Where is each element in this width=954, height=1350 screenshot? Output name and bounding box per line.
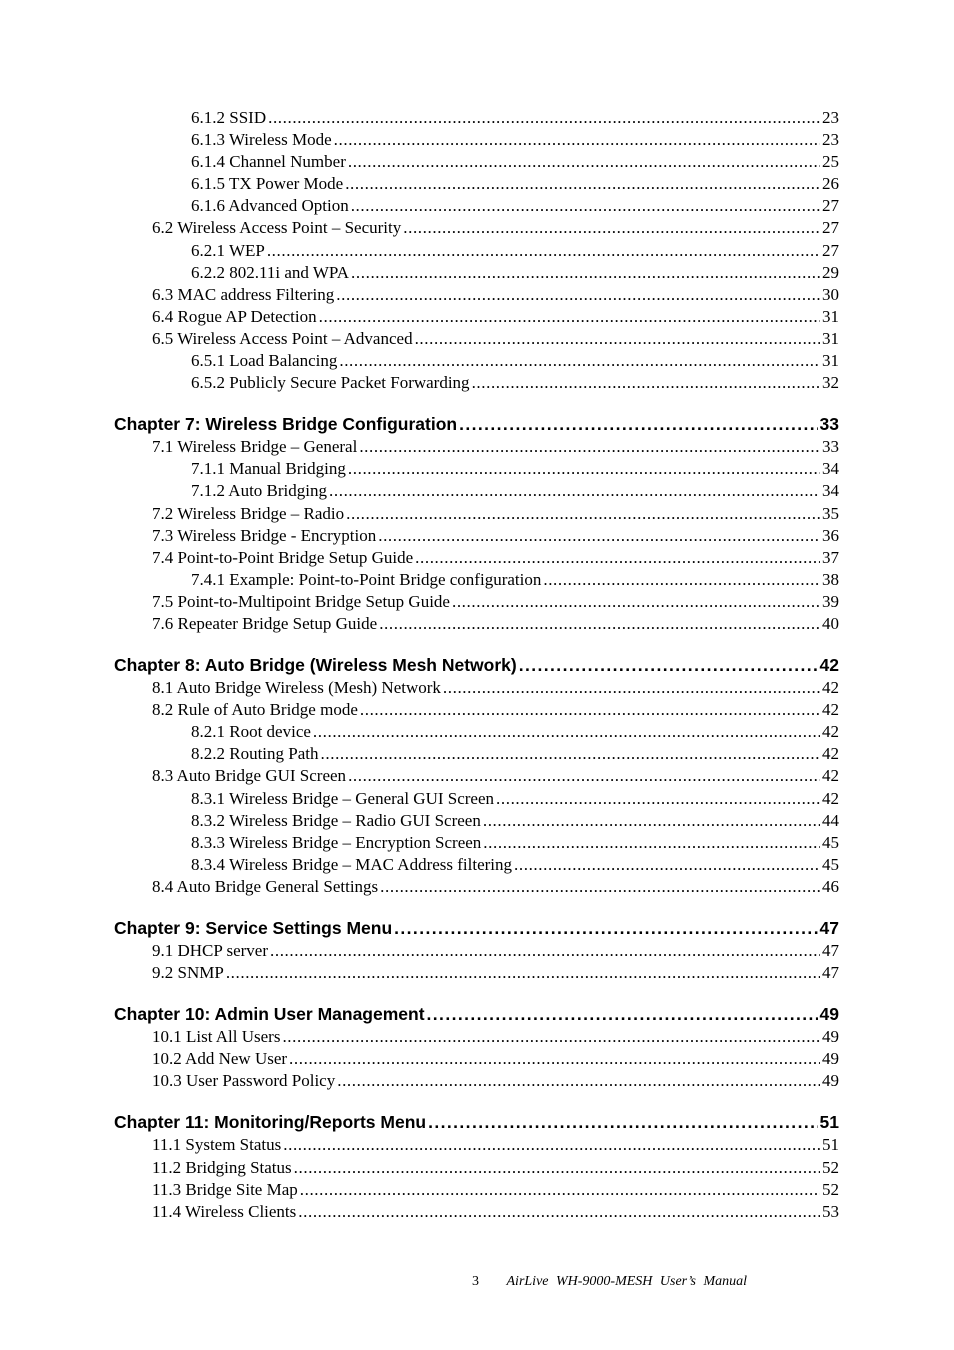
toc-dot-leader	[394, 916, 817, 940]
toc-entry-page-number: 30	[822, 284, 839, 304]
toc-dot-leader	[496, 788, 820, 810]
toc-entry-page-number: 23	[822, 108, 839, 127]
toc-entry-page-number: 46	[822, 876, 839, 896]
toc-entry[interactable]	[152, 328, 839, 350]
toc-entry-title: 8.3 Auto Bridge GUI Screen	[152, 766, 347, 786]
toc-entry-page-number: 38	[822, 569, 839, 589]
toc-dot-leader	[226, 962, 820, 984]
toc-entry-page-number: 45	[822, 854, 839, 874]
toc-entry[interactable]	[152, 1026, 839, 1048]
toc-chapter-entry[interactable]	[114, 1110, 839, 1134]
toc-entry-title: 6.2.1 WEP	[191, 240, 265, 260]
toc-dot-leader	[346, 503, 820, 525]
toc-entry-title: Chapter 8: Auto Bridge (Wireless Mesh Network)	[114, 655, 517, 676]
toc-entry[interactable]	[152, 591, 839, 613]
toc-entry[interactable]	[152, 677, 839, 699]
toc-entry-title: Chapter 10: Admin User Management	[114, 1004, 425, 1025]
toc-dot-leader	[483, 832, 820, 854]
toc-entry-page-number: 52	[822, 1157, 839, 1177]
toc-dot-leader	[483, 810, 820, 832]
toc-dot-leader	[345, 173, 820, 195]
toc-entry-page-number: 51	[819, 1112, 839, 1133]
toc-entry-title: 9.1 DHCP server	[152, 941, 268, 960]
toc-entry-title: 6.5.2 Publicly Secure Packet Forwarding	[191, 373, 470, 393]
toc-entry-page-number: 34	[822, 481, 839, 501]
toc-entry-page-number: 33	[822, 437, 839, 457]
toc-dot-leader	[283, 1134, 820, 1156]
toc-dot-leader	[348, 458, 820, 480]
toc-dot-leader	[428, 1110, 817, 1134]
toc-entry[interactable]	[191, 262, 839, 284]
toc-entry[interactable]	[152, 1201, 839, 1223]
toc-entry-title: 8.3.3 Wireless Bridge – Encryption Screen	[191, 832, 482, 852]
toc-entry-title: 6.1.3 Wireless Mode	[191, 130, 332, 150]
toc-dot-leader	[514, 854, 820, 876]
toc-entry[interactable]	[152, 1157, 839, 1179]
toc-entry-title: 11.4 Wireless Clients	[152, 1201, 297, 1221]
toc-entry-title: 7.4.1 Example: Point-to-Point Bridge configuration	[191, 569, 542, 589]
toc-dot-leader	[319, 306, 820, 328]
toc-entry-title: 11.1 System Status	[152, 1135, 282, 1155]
toc-entry-page-number: 44	[822, 810, 839, 830]
toc-entry-page-number: 35	[822, 503, 839, 523]
toc-entry[interactable]	[152, 940, 839, 962]
toc-entry-title: Chapter 7: Wireless Bridge Configuration	[114, 414, 458, 435]
toc-entry[interactable]	[152, 503, 839, 525]
toc-entry-title: 8.3.4 Wireless Bridge – MAC Address filtering	[191, 854, 513, 874]
toc-entry-page-number: 49	[822, 1071, 839, 1091]
toc-entry-page-number: 37	[822, 547, 839, 567]
toc-dot-leader	[452, 591, 820, 613]
toc-entry-page-number: 45	[822, 832, 839, 852]
toc-entry-page-number: 42	[822, 722, 839, 742]
toc-dot-leader	[300, 1179, 820, 1201]
toc-entry-page-number: 27	[822, 218, 839, 238]
toc-dot-leader	[378, 525, 820, 547]
toc-dot-leader	[415, 328, 820, 350]
toc-entry[interactable]	[152, 1070, 839, 1092]
page-footer	[472, 1274, 747, 1290]
toc-entry-page-number: 25	[822, 152, 839, 172]
toc-entry-title: Chapter 11: Monitoring/Reports Menu	[114, 1112, 427, 1133]
toc-entry-title: 10.1 List All Users	[152, 1027, 281, 1047]
toc-dot-leader	[321, 743, 820, 765]
toc-entry-title: 6.2.2 802.11i and WPA	[191, 262, 350, 282]
toc-entry-page-number: 32	[822, 373, 839, 393]
toc-entry-page-number: 49	[822, 1027, 839, 1047]
toc-entry[interactable]	[152, 876, 839, 898]
toc-entry[interactable]	[191, 832, 839, 854]
toc-entry-title: 8.3.1 Wireless Bridge – General GUI Screen	[191, 788, 495, 808]
toc-dot-leader	[351, 195, 820, 217]
toc-entry-page-number: 42	[822, 678, 839, 698]
toc-entry-title: 11.3 Bridge Site Map	[152, 1179, 298, 1199]
toc-entry[interactable]	[191, 480, 839, 502]
toc-dot-leader	[334, 129, 820, 151]
toc-entry[interactable]	[191, 458, 839, 480]
toc-entry-page-number: 27	[822, 196, 839, 216]
toc-entry-page-number: 40	[822, 613, 839, 633]
toc-entry[interactable]	[152, 765, 839, 787]
toc-entry[interactable]	[152, 1134, 839, 1156]
toc-entry-page-number: 27	[822, 240, 839, 260]
toc-chapter-entry[interactable]	[114, 1002, 839, 1026]
toc-entry-page-number: 47	[822, 963, 839, 983]
toc-entry-title: 8.1 Auto Bridge Wireless (Mesh) Network	[152, 678, 441, 698]
toc-entry-page-number: 31	[822, 328, 839, 348]
toc-entry-title: 7.2 Wireless Bridge – Radio	[152, 503, 345, 523]
toc-entry-page-number: 31	[822, 306, 839, 326]
toc-entry-page-number: 34	[822, 459, 839, 479]
toc-entry[interactable]	[191, 854, 839, 876]
toc-entry-page-number: 42	[822, 744, 839, 764]
toc-dot-leader	[289, 1048, 820, 1070]
toc-entry-title: 9.2 SNMP	[152, 963, 224, 983]
toc-entry-page-number: 51	[822, 1135, 839, 1155]
toc-dot-leader	[427, 1002, 818, 1026]
toc-entry[interactable]	[191, 195, 839, 217]
toc-entry-page-number: 42	[822, 766, 839, 786]
toc-entry-page-number: 31	[822, 351, 839, 371]
toc-entry-title: 7.4 Point-to-Point Bridge Setup Guide	[152, 547, 414, 567]
toc-dot-leader	[380, 876, 820, 898]
footer-page-number: 3	[472, 1274, 479, 1289]
toc-entry-title: 6.5.1 Load Balancing	[191, 351, 338, 371]
toc-entry-page-number: 42	[822, 788, 839, 808]
toc-chapter-entry[interactable]	[114, 653, 839, 677]
toc-entry[interactable]	[152, 1048, 839, 1070]
toc-dot-leader	[337, 1070, 820, 1092]
toc-entry[interactable]	[152, 306, 839, 328]
toc-dot-leader	[359, 436, 820, 458]
toc-entry[interactable]	[191, 569, 839, 591]
toc-entry-page-number: 33	[819, 414, 839, 435]
toc-entry-title: 11.2 Bridging Status	[152, 1157, 292, 1177]
toc-entry[interactable]	[191, 788, 839, 810]
toc-dot-leader	[294, 1157, 820, 1179]
toc-dot-leader	[403, 217, 820, 239]
toc-entry-title: 8.2 Rule of Auto Bridge mode	[152, 700, 358, 720]
toc-entry-page-number: 49	[822, 1049, 839, 1069]
toc-dot-leader	[379, 613, 820, 635]
toc-entry-page-number: 47	[822, 941, 839, 960]
toc-dot-leader	[268, 107, 820, 129]
toc-dot-leader	[351, 262, 820, 284]
toc-entry-title: 6.3 MAC address Filtering	[152, 284, 335, 304]
toc-entry[interactable]	[191, 107, 839, 129]
toc-dot-leader	[348, 151, 820, 173]
toc-entry-title: 6.1.5 TX Power Mode	[191, 174, 344, 194]
toc-entry-title: 6.1.6 Advanced Option	[191, 196, 349, 216]
toc-entry-title: 6.1.2 SSID	[191, 108, 267, 127]
toc-entry-page-number: 39	[822, 591, 839, 611]
toc-entry-page-number: 42	[819, 655, 839, 676]
toc-entry[interactable]	[191, 173, 839, 195]
toc-entry[interactable]	[152, 962, 839, 984]
toc-entry-page-number: 42	[822, 700, 839, 720]
toc-dot-leader	[267, 240, 820, 262]
toc-dot-leader	[360, 699, 820, 721]
toc-dot-leader	[459, 412, 817, 436]
toc-dot-leader	[336, 284, 820, 306]
toc-entry-page-number: 29	[822, 262, 839, 282]
toc-entry-page-number: 26	[822, 174, 839, 194]
toc-entry[interactable]	[191, 743, 839, 765]
toc-entry[interactable]	[191, 151, 839, 173]
toc-dot-leader	[519, 653, 818, 677]
toc-entry[interactable]	[191, 240, 839, 262]
toc-entry-title: 10.2 Add New User	[152, 1049, 288, 1069]
toc-entry-title: 10.3 User Password Policy	[152, 1071, 336, 1091]
toc-entry-page-number: 47	[819, 918, 839, 938]
toc-entry-title: 7.1 Wireless Bridge – General	[152, 437, 358, 457]
toc-entry-title: 8.4 Auto Bridge General Settings	[152, 876, 379, 896]
toc-entry[interactable]	[152, 699, 839, 721]
toc-entry-title: 6.5 Wireless Access Point – Advanced	[152, 328, 413, 348]
footer-manual-title: AirLive WH-9000-MESH User’s Manual	[506, 1274, 748, 1289]
toc-entry-title: 8.3.2 Wireless Bridge – Radio GUI Screen	[191, 810, 481, 830]
toc-entry[interactable]	[191, 350, 839, 372]
toc-entry[interactable]	[152, 284, 839, 306]
toc-entry[interactable]	[152, 1179, 839, 1201]
toc-entry[interactable]	[191, 721, 839, 743]
table-of-contents	[0, 107, 954, 1223]
toc-dot-leader	[298, 1201, 820, 1223]
toc-entry[interactable]	[152, 436, 839, 458]
toc-entry-title: 7.3 Wireless Bridge - Encryption	[152, 525, 377, 545]
toc-entry-page-number: 23	[822, 130, 839, 150]
toc-dot-leader	[543, 569, 820, 591]
toc-dot-leader	[329, 480, 820, 502]
toc-dot-leader	[472, 372, 820, 394]
toc-dot-leader	[443, 677, 820, 699]
toc-entry[interactable]	[152, 613, 839, 635]
toc-entry[interactable]	[152, 217, 839, 239]
toc-dot-leader	[270, 940, 820, 962]
toc-entry-title: 7.1.2 Auto Bridging	[191, 481, 328, 501]
toc-dot-leader	[313, 721, 820, 743]
toc-entry-title: 7.6 Repeater Bridge Setup Guide	[152, 613, 378, 633]
toc-entry-page-number: 49	[819, 1004, 839, 1025]
toc-entry[interactable]	[191, 372, 839, 394]
toc-entry-title: 8.2.1 Root device	[191, 722, 311, 742]
toc-entry-title: 7.5 Point-to-Multipoint Bridge Setup Guide	[152, 591, 450, 611]
toc-entry-title: 6.1.4 Channel Number	[191, 152, 346, 172]
toc-entry[interactable]	[191, 810, 839, 832]
toc-chapter-entry[interactable]	[114, 412, 839, 436]
toc-chapter-entry[interactable]	[114, 916, 839, 940]
toc-entry-title: Chapter 9: Service Settings Menu	[114, 918, 393, 938]
toc-dot-leader	[339, 350, 820, 372]
toc-entry-page-number: 36	[822, 525, 839, 545]
toc-dot-leader	[282, 1026, 820, 1048]
toc-entry-title: 6.2 Wireless Access Point – Security	[152, 218, 402, 238]
toc-dot-leader	[415, 547, 820, 569]
toc-entry[interactable]	[191, 129, 839, 151]
toc-dot-leader	[348, 765, 820, 787]
toc-entry-page-number: 53	[822, 1201, 839, 1221]
toc-entry[interactable]	[152, 547, 839, 569]
toc-entry-title: 8.2.2 Routing Path	[191, 744, 319, 764]
toc-entry-title: 7.1.1 Manual Bridging	[191, 459, 346, 479]
toc-entry-title: 6.4 Rogue AP Detection	[152, 306, 317, 326]
toc-entry-page-number: 52	[822, 1179, 839, 1199]
toc-entry[interactable]	[152, 525, 839, 547]
